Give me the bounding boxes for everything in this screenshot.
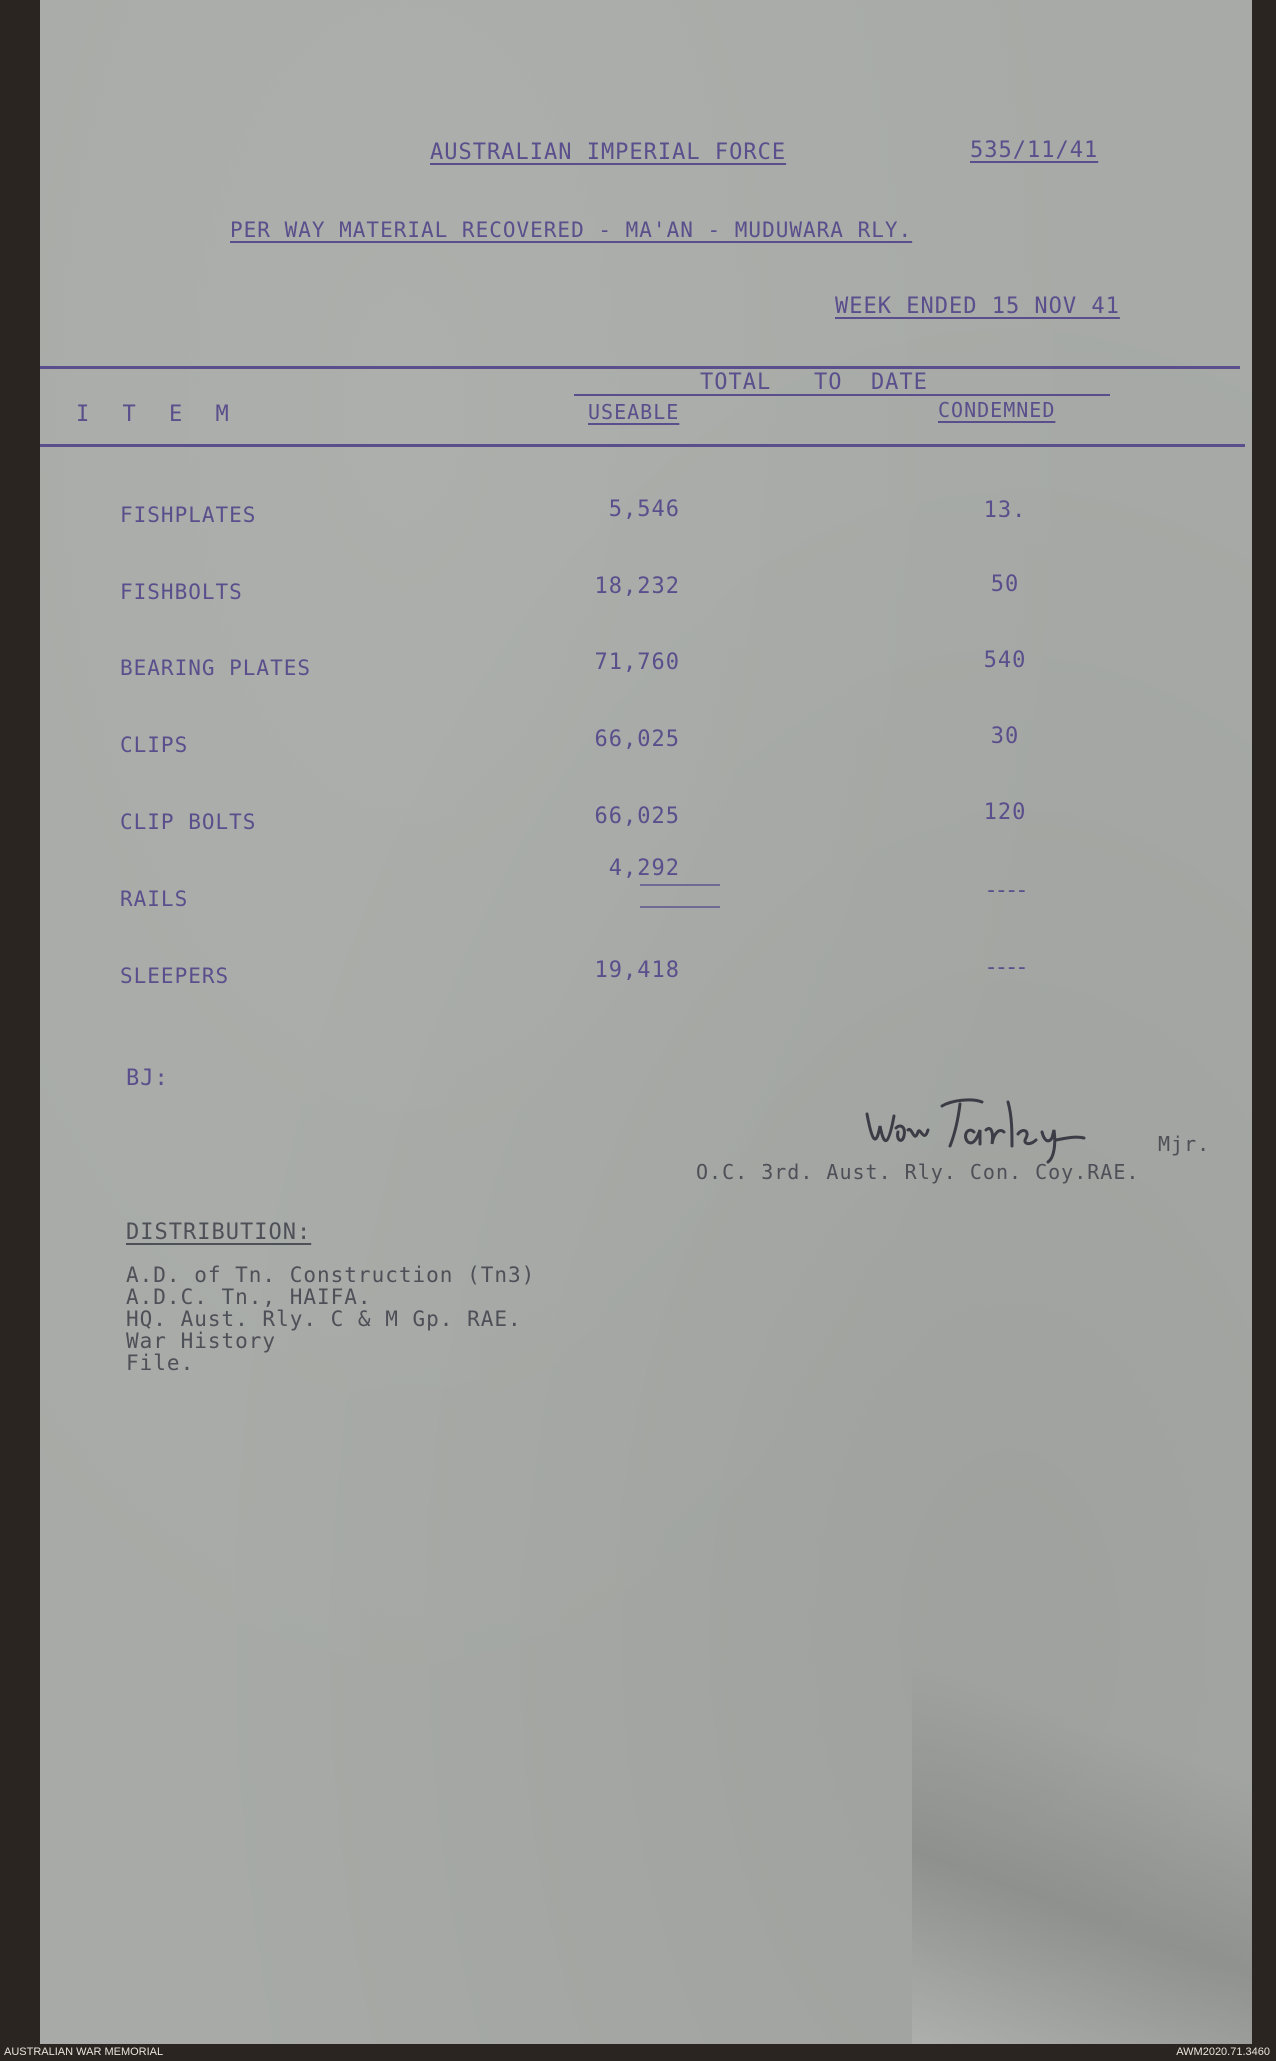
- column-header-useable: USEABLE: [588, 400, 680, 424]
- row-condemned-value: 30: [990, 724, 1020, 749]
- row-condemned-value: 540: [983, 648, 1027, 673]
- row-condemned-value: 120: [983, 800, 1027, 825]
- row-condemned-value: ----: [984, 955, 1026, 980]
- row-useable-value: 18,232: [594, 574, 680, 599]
- row-item-label: BEARING PLATES: [120, 656, 312, 680]
- signatory-rank: Mjr.: [1158, 1132, 1211, 1156]
- document-subject: PER WAY MATERIAL RECOVERED - MA'AN - MUDUWARA RLY.: [230, 218, 913, 242]
- distribution-item: File.: [126, 1351, 195, 1375]
- footer-accession-number: AWM2020.71.3460: [1176, 2046, 1270, 2058]
- row-condemned-value: 13.: [983, 498, 1027, 523]
- footer-credit: AUSTRALIAN WAR MEMORIAL: [4, 2046, 164, 2058]
- row-useable-value: 5,546: [608, 497, 680, 522]
- table-top-rule: [40, 366, 1240, 369]
- distribution-list: [126, 1264, 535, 1374]
- column-header-item: I T E M: [76, 402, 239, 427]
- row-item-label: SLEEPERS: [120, 964, 230, 988]
- column-group-header: TOTAL TO DATE: [700, 370, 928, 395]
- row-useable-value: 66,025: [594, 727, 680, 752]
- reference-number: 535/11/41: [970, 138, 1099, 163]
- row-useable-value: 4,292: [608, 856, 680, 881]
- row-condemned-value: ----: [984, 878, 1026, 903]
- row-useable-value: 71,760: [594, 650, 680, 675]
- row-item-label: CLIP BOLTS: [120, 810, 257, 834]
- row-item-label: RAILS: [120, 887, 189, 911]
- distribution-item: War History: [126, 1329, 277, 1353]
- paper-fold-shadow: [912, 1524, 1252, 2044]
- row-useable-value: 19,418: [594, 958, 680, 983]
- table-header-bottom-rule: [40, 444, 1245, 447]
- document-heading: AUSTRALIAN IMPERIAL FORCE: [430, 140, 787, 165]
- handwritten-signature: [862, 1086, 1152, 1166]
- row-item-label: CLIPS: [120, 733, 189, 757]
- column-header-condemned: CONDEMNED: [938, 398, 1056, 422]
- typist-initials: BJ:: [126, 1066, 169, 1091]
- distribution-item: HQ. Aust. Rly. C & M Gp. RAE.: [126, 1307, 522, 1331]
- week-ended: WEEK ENDED 15 NOV 41: [835, 294, 1120, 319]
- row-item-label: FISHBOLTS: [120, 580, 243, 604]
- row-useable-value: 66,025: [594, 804, 680, 829]
- distribution-item: A.D.C. Tn., HAIFA.: [126, 1285, 372, 1309]
- struck-out-value: [640, 884, 720, 908]
- row-item-label: FISHPLATES: [120, 503, 257, 527]
- distribution-heading: DISTRIBUTION:: [126, 1220, 312, 1245]
- distribution-item: A.D. of Tn. Construction (Tn3): [126, 1263, 536, 1287]
- document-page: [40, 0, 1252, 2044]
- row-condemned-value: 50: [990, 572, 1020, 597]
- signatory-title: O.C. 3rd. Aust. Rly. Con. Coy.RAE.: [696, 1160, 1140, 1184]
